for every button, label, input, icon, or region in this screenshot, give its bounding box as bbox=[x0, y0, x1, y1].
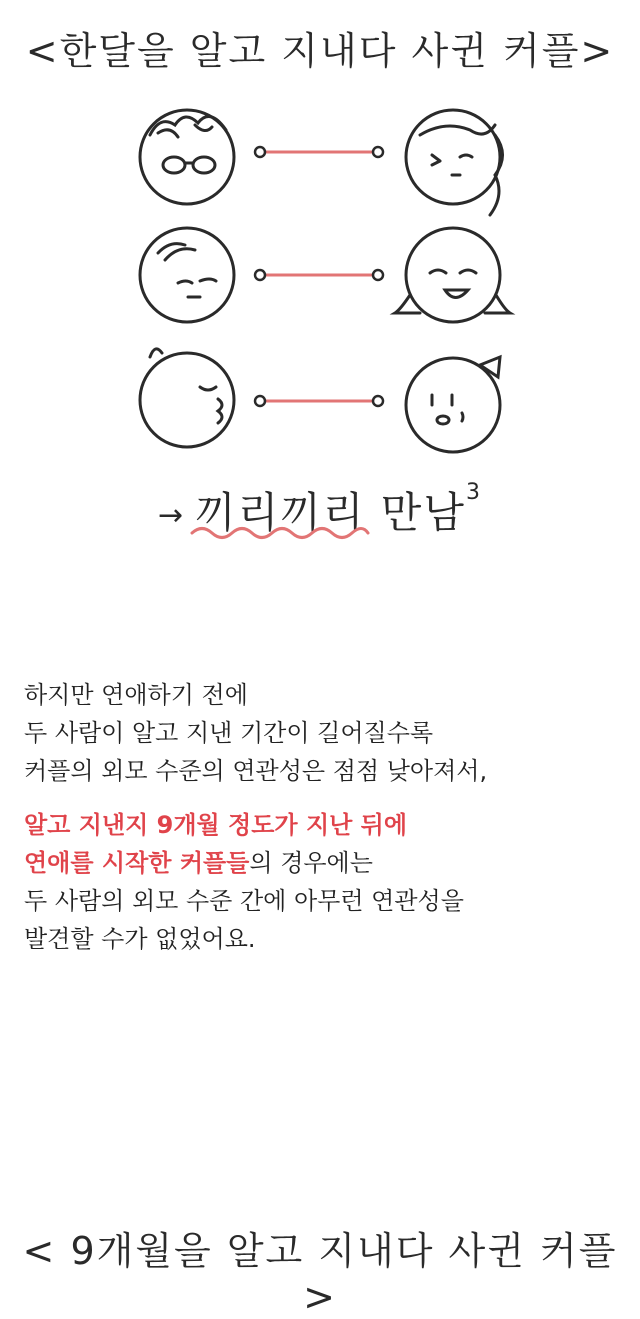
paragraph-2-line-1 bbox=[24, 806, 624, 844]
man-face-sunglasses bbox=[140, 110, 234, 204]
highlight-text-1: 알고 지낸지 9개월 정도가 지난 뒤에 bbox=[24, 811, 408, 839]
paragraph-1-line-2: 두 사람이 알고 지낸 기간이 길어질수록 bbox=[24, 719, 434, 747]
paragraph-2-line-2 bbox=[24, 844, 624, 882]
woman-face-surprised bbox=[406, 357, 500, 452]
caption-superscript: 3 bbox=[465, 480, 482, 505]
couples-illustration bbox=[0, 95, 640, 455]
connector-line-2 bbox=[255, 270, 383, 280]
paragraph-1-line-3: 커플의 외모 수준의 연관성은 점점 낮아져서, bbox=[24, 757, 488, 785]
woman-face-laugh bbox=[395, 228, 510, 322]
caption-text: 끼리끼리 만남 bbox=[195, 488, 466, 537]
paragraph-2-line-4: 발견할 수가 없었어요. bbox=[24, 925, 256, 953]
paragraph-2-line-2-rest: 의 경우에는 bbox=[249, 849, 373, 877]
man-face-kiss bbox=[140, 349, 234, 447]
arrow-icon: → bbox=[158, 498, 186, 533]
connector-line-1 bbox=[255, 147, 383, 157]
woman-face-hair bbox=[406, 110, 503, 215]
highlight-text-2: 연애를 시작한 커플들 bbox=[24, 849, 250, 877]
paragraph-2-line-3: 두 사람의 외모 수준 간에 아무런 연관성을 bbox=[24, 887, 464, 915]
paragraph-2 bbox=[24, 806, 624, 958]
squiggle-underline bbox=[190, 522, 370, 544]
top-heading: <한달을 알고 지내다 사귄 커플> bbox=[25, 29, 615, 73]
bottom-heading: < 9개월을 알고 지내다 사귄 커플 > bbox=[22, 1229, 618, 1319]
connector-line-3 bbox=[255, 396, 383, 406]
paragraph-1-line-1: 하지만 연애하기 전에 bbox=[24, 681, 248, 709]
man-face-smile bbox=[140, 228, 234, 322]
paragraph-1 bbox=[24, 676, 624, 790]
